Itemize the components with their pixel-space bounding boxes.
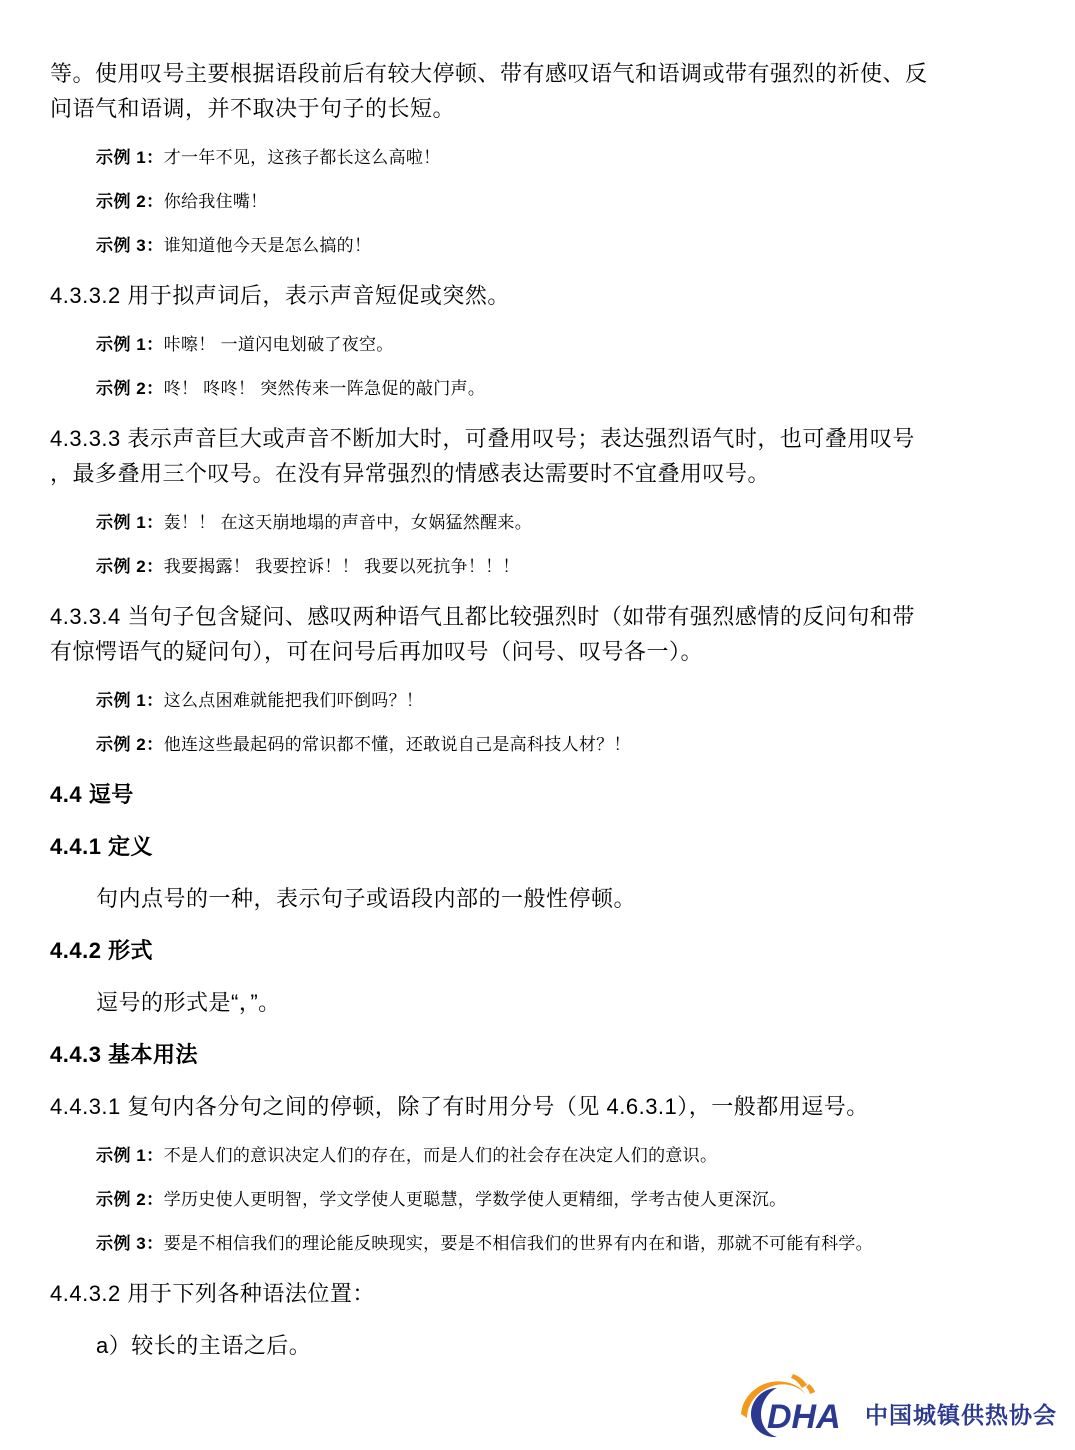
example-text: 这么点困难就能把我们吓倒吗？！ bbox=[163, 691, 424, 710]
example-text: 才一年不见，这孩子都长这么高啦！ bbox=[163, 148, 441, 167]
example-item bbox=[96, 1144, 1035, 1168]
clause-4-4-3-1 bbox=[50, 1089, 1035, 1124]
heading-4-4-3: 4.4.3 基本用法 bbox=[50, 1042, 199, 1067]
example-item bbox=[96, 689, 1035, 713]
org-name: 中国城镇供热协会 bbox=[865, 1401, 1057, 1428]
example-label: 示例 3： bbox=[96, 236, 164, 255]
paragraph-line: 有惊愕语气的疑问句），可在问号后再加叹号（问号、叹号各一）。 bbox=[50, 639, 704, 664]
document-content bbox=[50, 56, 1035, 1363]
list-item-a: a）较长的主语之后。 bbox=[96, 1333, 312, 1358]
example-item bbox=[96, 1188, 1035, 1212]
example-text: 他连这些最起码的常识都不懂，还敢说自己是高科技人材？！ bbox=[163, 735, 631, 754]
example-label: 示例 3： bbox=[96, 1234, 164, 1253]
example-text: 咔嚓！ 一道闪电划破了夜空。 bbox=[163, 335, 394, 354]
example-item bbox=[96, 146, 1035, 170]
example-item bbox=[96, 511, 1035, 535]
paragraph-line: 4.4.3.2 用于下列各种语法位置： bbox=[50, 1281, 375, 1306]
example-label: 示例 2： bbox=[96, 192, 164, 211]
example-label: 示例 1： bbox=[96, 1146, 164, 1165]
heading-4-4-1: 4.4.1 定义 bbox=[50, 834, 154, 859]
example-label: 示例 2： bbox=[96, 557, 164, 576]
paragraph-line: 4.3.3.4 当句子包含疑问、感叹两种语气且都比较强烈时（如带有强烈感情的反问句和带 bbox=[50, 604, 915, 629]
cdha-logo bbox=[733, 1372, 1057, 1444]
cdha-logo-icon bbox=[733, 1372, 855, 1444]
example-text: 轰！！ 在这天崩地塌的声音中，女娲猛然醒来。 bbox=[163, 513, 533, 532]
logo-acronym: DHA bbox=[767, 1398, 841, 1436]
example-item bbox=[96, 190, 1035, 214]
example-item bbox=[96, 733, 1035, 757]
paragraph-line: 问语气和语调，并不取决于句子的长短。 bbox=[50, 96, 456, 121]
example-text: 不是人们的意识决定人们的存在，而是人们的社会存在决定人们的意识。 bbox=[163, 1146, 718, 1165]
paragraph-line: 4.4.3.1 复句内各分句之间的停顿，除了有时用分号（见 4.6.3.1），一般都用逗号。 bbox=[50, 1094, 869, 1119]
clause-4-3-3-2 bbox=[50, 278, 1035, 313]
heading-4-4: 4.4 逗号 bbox=[50, 782, 134, 807]
clause-4-4-3-2 bbox=[50, 1276, 1035, 1311]
example-text: 我要揭露！ 我要控诉！！ 我要以死抗争！！！ bbox=[163, 557, 520, 576]
clause-4-3-3-4 bbox=[50, 599, 1035, 669]
example-label: 示例 2： bbox=[96, 1190, 164, 1209]
example-item bbox=[96, 1232, 1035, 1256]
example-label: 示例 2： bbox=[96, 735, 164, 754]
example-text: 学历史使人更明智，学文学使人更聪慧，学数学使人更精细，学考古使人更深沉。 bbox=[163, 1190, 787, 1209]
example-label: 示例 1： bbox=[96, 691, 164, 710]
paragraph-line: 4.3.3.2 用于拟声词后，表示声音短促或突然。 bbox=[50, 283, 510, 308]
paragraph-line: 4.3.3.3 表示声音巨大或声音不断加大时，可叠用叹号；表达强烈语气时，也可叠用叹号 bbox=[50, 426, 915, 451]
example-item bbox=[96, 555, 1035, 579]
example-item bbox=[96, 234, 1035, 258]
example-item bbox=[96, 377, 1035, 401]
example-label: 示例 2： bbox=[96, 379, 164, 398]
example-label: 示例 1： bbox=[96, 148, 164, 167]
form-text: 逗号的形式是“，”。 bbox=[96, 990, 281, 1015]
example-item bbox=[96, 333, 1035, 357]
clause-4-3-3-3 bbox=[50, 421, 1035, 491]
example-text: 你给我住嘴！ bbox=[163, 192, 268, 211]
example-text: 咚！ 咚咚！ 突然传来一阵急促的敲门声。 bbox=[163, 379, 486, 398]
paragraph-line: 等。使用叹号主要根据语段前后有较大停顿、带有感叹语气和语调或带有强烈的祈使、反 bbox=[50, 61, 928, 86]
paragraph-line: ，最多叠用三个叹号。在没有异常强烈的情感表达需要时不宜叠用叹号。 bbox=[50, 461, 771, 486]
paragraph-exclamation-usage bbox=[50, 56, 1035, 126]
example-text: 要是不相信我们的理论能反映现实，要是不相信我们的世界有内在和谐，那就不可能有科学。 bbox=[163, 1234, 873, 1253]
definition-text: 句内点号的一种，表示句子或语段内部的一般性停顿。 bbox=[96, 886, 637, 911]
heading-4-4-2: 4.4.2 形式 bbox=[50, 938, 154, 963]
example-text: 谁知道他今天是怎么搞的！ bbox=[163, 236, 372, 255]
example-label: 示例 1： bbox=[96, 513, 164, 532]
example-label: 示例 1： bbox=[96, 335, 164, 354]
